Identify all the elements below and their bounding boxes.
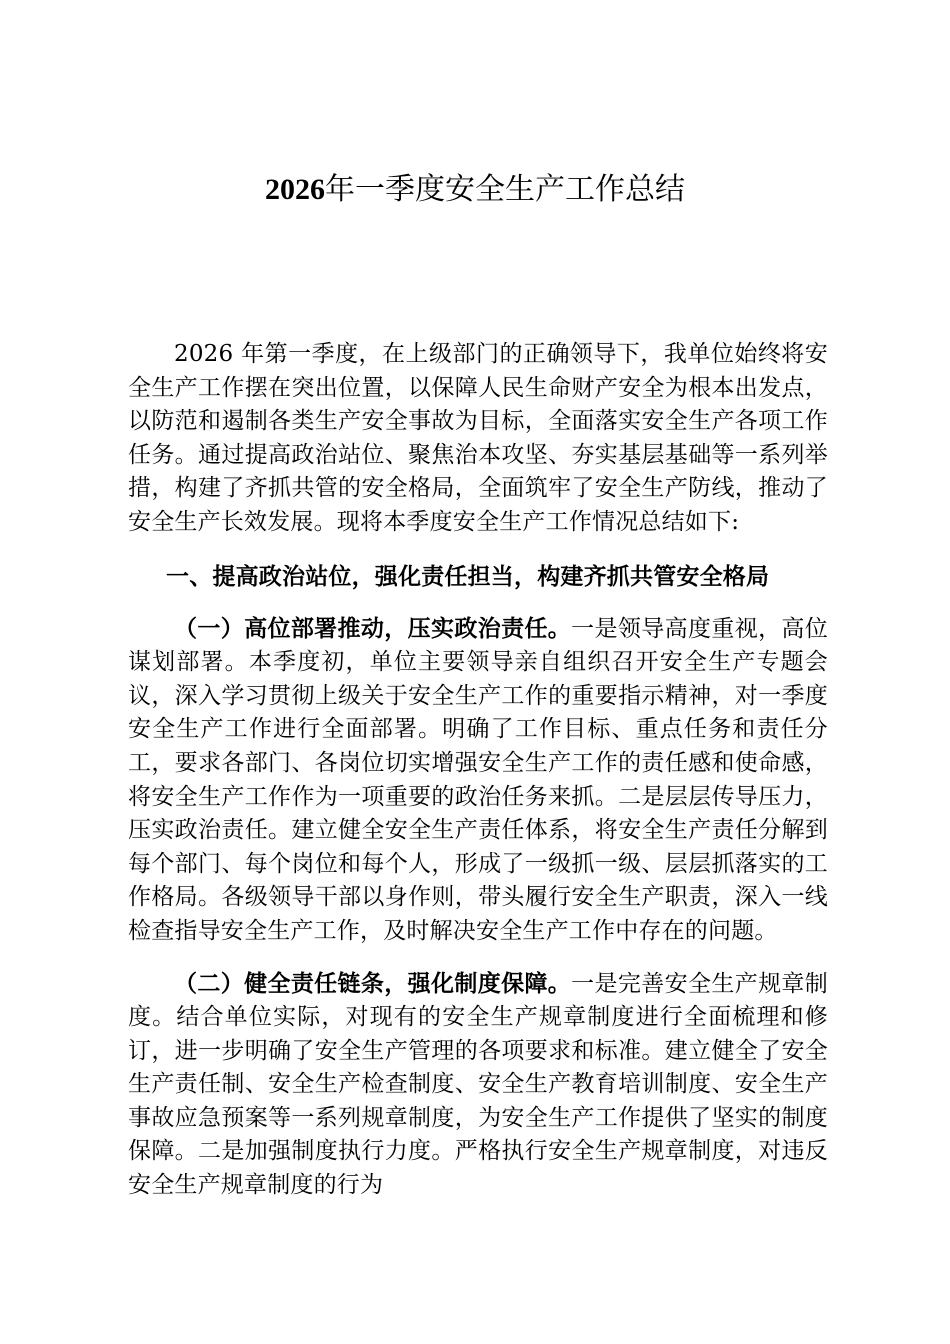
section-one-heading: 一、提高政治站位，强化责任担当，构建齐抓共管安全格局 [166, 562, 770, 590]
item-two-body: 一是完善安全生产规章制度。结合单位实际，对现有的安全生产规章制度进行全面梳理和修订，进一步明确了安全生产管理的各项要求和标准。建立健全了安全生产责任制、安全生产检查制度、安全生产教育培训制度、安全生产事故应急预案等一系列规章制度，为安全生产工作提供了坚实的制度保障。二是加强制度执行力度。严格执行安全生产规章制度，对违反安全生产规章制度的行为 [128, 970, 828, 1199]
intro-paragraph: 2026 年第一季度，在上级部门的正确领导下，我单位始终将安全生产工作摆在突出位置，以保障人民生命财产安全为根本出发点，以防范和遏制各类生产安全事故为目标，全面落实安全生产各项工作任务。通过提高政治站位、聚焦治本攻坚、夯实基层基础等一系列举措，构建了齐抓共管的安全格局，全面筑牢了安全生产防线，推动了安全生产长效发展。现将本季度安全生产工作情况总结如下: [128, 341, 828, 535]
item-two-paragraph [128, 967, 828, 1203]
document-title [0, 168, 950, 212]
item-two-lead: （二）健全责任链条，强化制度保障。 [174, 969, 572, 997]
title-year: 2026 [265, 173, 325, 206]
item-one-body: 一是领导高度重视，高位谋划部署。本季度初，单位主要领导亲自组织召开安全生产专题会议，深入学习贯彻上级关于安全生产工作的重要指示精神，对一季度安全生产工作进行全面部署。明确了工作目标、重点任务和责任分工，要求各部门、各岗位切实增强安全生产工作的责任感和使命感，将安全生产工作作为一项重要的政治任务来抓。二是层层传导压力，压实政治责任。建立健全安全生产责任体系，将安全生产责任分解到每个部门、每个岗位和每个人，形成了一级抓一级、层层抓落实的工作格局。各级领导干部以身作则，带头履行安全生产职责，深入一线检查指导安全生产工作，及时解决安全生产工作中存在的问题。 [128, 615, 828, 944]
item-one-paragraph [128, 612, 828, 949]
item-one-lead: （一）高位部署推动，压实政治责任。 [174, 614, 572, 642]
title-text: 年一季度安全生产工作总结 [325, 172, 685, 207]
document-body [128, 338, 828, 1203]
